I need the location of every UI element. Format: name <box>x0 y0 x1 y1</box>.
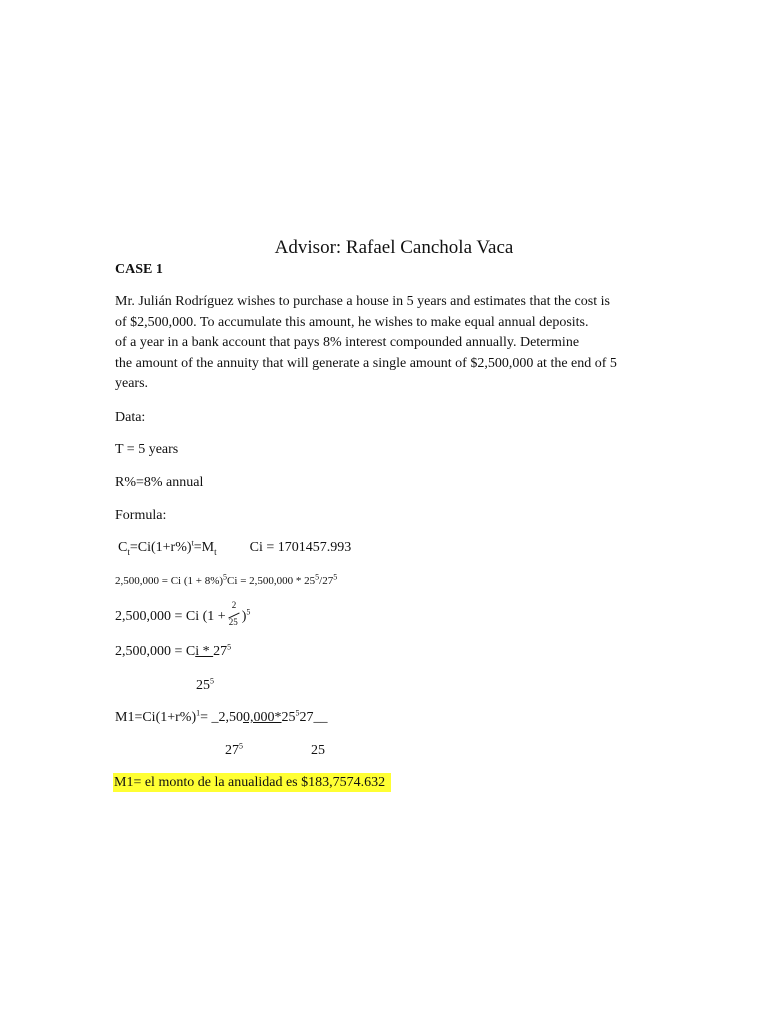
document-title: Advisor: Rafael Canchola Vaca <box>274 237 514 258</box>
paragraph-line: the amount of the annuity that will generate a single amount of $2,500,000 at the end of 5 <box>115 355 617 371</box>
rate-line: R%=8% annual <box>115 475 204 490</box>
equation-2-denominator: $25^5$ <box>196 676 214 693</box>
ci-value: Ci = 1701457.993 <box>249 540 352 555</box>
paragraph-line: of a year in a bank account that pays 8% interest compounded annually. Determine <box>115 335 580 350</box>
highlighted-answer: M1= el monto de la anualidad es $183,7574.632 <box>113 773 391 792</box>
paragraph-line: Mr. Julián Rodríguez wishes to purchase a house in 5 years and estimates that the cost is <box>115 294 610 309</box>
fraction: 2 25 <box>228 600 238 627</box>
time-line: T = 5 years <box>115 442 179 457</box>
case-heading: CASE 1 <box>115 262 163 277</box>
m1-denominator: $27^5$ 25 <box>225 741 325 758</box>
data-label: Data: <box>115 410 146 425</box>
problem-paragraph <box>115 292 675 395</box>
formula-label: Formula: <box>115 508 167 523</box>
equation-2: $2,500,000 = Ci * 27^5$ <box>115 642 232 659</box>
m1-equation: $M1=Ci(1+r\%)^1=$ $\_2,500,000*25^527\_\_$ <box>115 708 328 725</box>
small-equation-line: 2,500,000 = Ci $(1 + 8\%)^5Ci = 2,500,000 * 25^5/27^5$ <box>115 572 338 587</box>
paragraph-line: of $2,500,000. To accumulate this amount, he wishes to make equal annual deposits. <box>115 314 589 330</box>
answer-line <box>113 774 391 792</box>
formula-line: $C_t=Ci(1+r\%)^t=M_t$ Ci = 1701457.993 <box>118 538 352 557</box>
equation-1: 2,500,000 = Ci (1 + 2 25 )$^5$ <box>115 600 251 627</box>
paragraph-line: years. <box>115 376 149 391</box>
